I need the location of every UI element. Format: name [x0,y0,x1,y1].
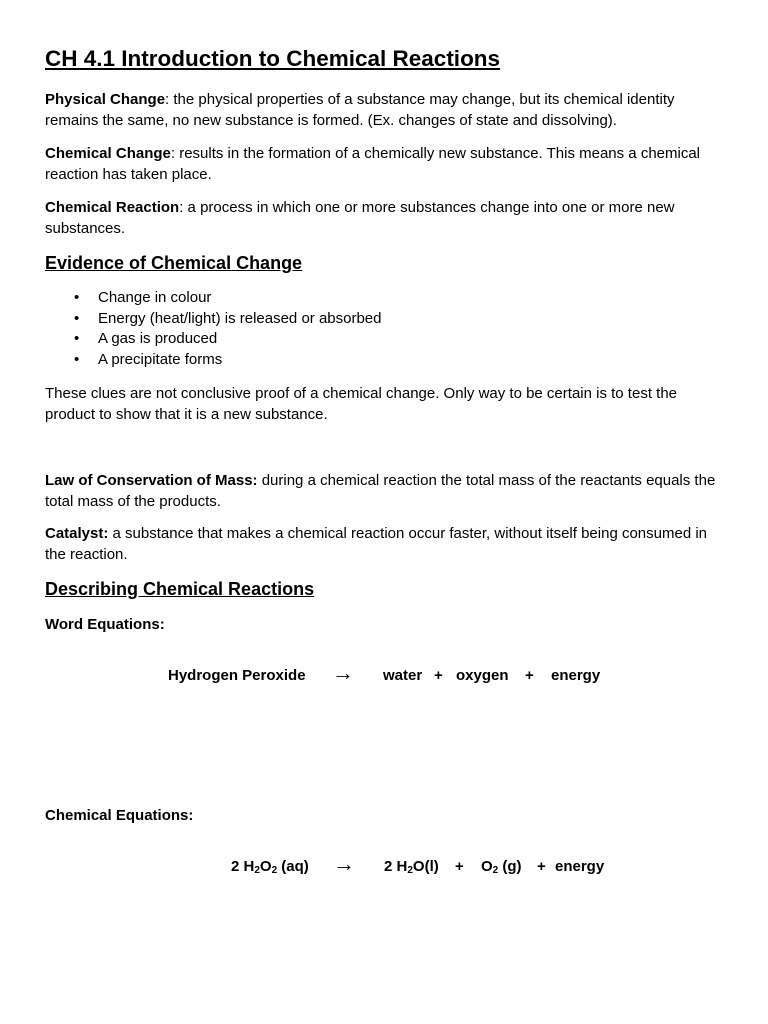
list-item-text: Energy (heat/light) is released or absorbed [98,309,382,327]
chem-eq-reactant: 2 $H_2O_2$ (aq) [231,858,309,876]
list-item-text: Change in colour [98,289,212,306]
catalyst-term: Catalyst: [45,525,109,542]
word-equations-label: Word Equations: [45,616,165,633]
list-item-text: A gas is produced [98,330,218,347]
word-eq-product-oxygen: oxygen [456,667,509,684]
chemical-reaction-term: Chemical Reaction [45,199,180,216]
right-arrow-icon: → [333,851,355,876]
chem-eq-plus: + [455,858,464,875]
catalyst-definition [45,523,725,565]
list-item [45,350,382,371]
chemical-change-text: : results in the formation of a chemically new substance. This means a chemical reaction has taken place. [45,145,701,183]
chem-eq-product-water: 2 $H_2O(l)$ [384,858,439,876]
chemical-reaction-text: : a process in which one or more substances change into one or more new substances. [45,199,675,237]
chem-eq-product-energy: energy [555,858,605,875]
chemical-change-definition [45,143,725,185]
page-title: CH 4.1 Introduction to Chemical Reactions [45,46,501,71]
bullet-icon: • [74,309,80,327]
law-conservation-definition [45,470,725,512]
evidence-heading: Evidence of Chemical Change [45,253,303,273]
list-item [45,309,382,330]
bullet-icon: • [74,350,80,368]
list-item [45,288,382,309]
bullet-icon: • [74,330,80,347]
law-term: Law of Conservation of Mass: [45,472,258,489]
chemical-reaction-definition [45,197,725,239]
list-item-text: A precipitate forms [98,350,223,368]
physical-change-term: Physical Change [45,91,166,108]
chem-eq-plus: + [537,858,546,875]
catalyst-text: a substance that makes a chemical reaction occur faster, without itself being consumed in the reaction. [45,525,708,563]
word-eq-product-energy: energy [551,667,601,684]
list-item [45,329,382,350]
chemical-change-term: Chemical Change [45,145,171,162]
word-eq-plus: + [525,667,534,684]
physical-change-text: : the physical properties of a substance may change, but its chemical identity remains the same, no new substance is formed. (Ex. changes of state and dissolving). [45,91,675,129]
physical-change-definition [45,89,725,131]
evidence-note: These clues are not conclusive proof of a chemical change. Only way to be certain is to test the product to show that it is a new substance. [45,385,677,423]
evidence-list [45,288,382,370]
law-text: during a chemical reaction the total mass of the reactants equals the total mass of the products. [45,472,716,510]
bullet-icon: • [74,289,80,306]
describing-heading: Describing Chemical Reactions [45,579,315,599]
right-arrow-icon: → [332,660,354,685]
chem-eq-product-oxygen: $O_2$ (g) [481,858,522,876]
word-eq-product-water: water [383,667,423,684]
chemical-equations-label: Chemical Equations: [45,807,194,824]
word-eq-reactant: Hydrogen Peroxide [168,667,306,684]
word-eq-plus: + [434,667,443,684]
